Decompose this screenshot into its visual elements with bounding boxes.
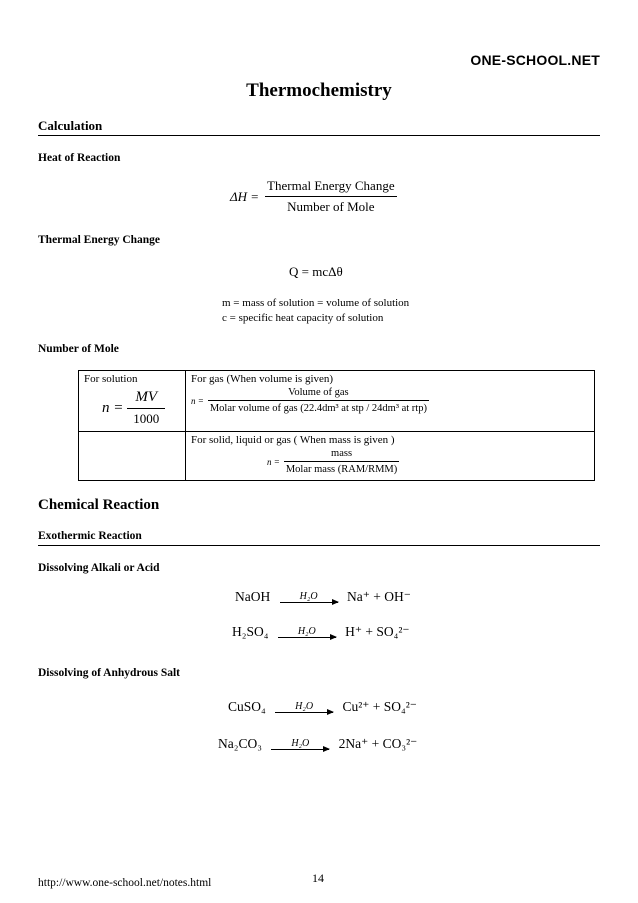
equation-h2so4 (232, 624, 410, 640)
equation-right: Na⁺ + OH⁻ (347, 589, 411, 604)
section-divider (38, 135, 600, 136)
gas-lhs: n = (191, 395, 204, 406)
dissolving-salt-label: Dissolving of Anhydrous Salt (38, 667, 180, 679)
arrow-line (278, 637, 336, 638)
arrow-label: H₂O (297, 626, 316, 638)
mass-denominator: Molar mass (RAM/RMM) (285, 464, 398, 475)
solution-numerator: MV (127, 389, 165, 409)
thermal-energy-change-label: Thermal Energy Change (38, 234, 161, 246)
mass-fraction (284, 448, 399, 475)
section-chemical-reaction-heading: Chemical Reaction (38, 497, 160, 513)
solution-cell (79, 371, 186, 432)
arrow-line (271, 749, 329, 750)
equation-right: 2Na⁺ + CO₃²⁻ (338, 736, 418, 751)
solution-label: For solution (84, 373, 138, 385)
heat-fraction (265, 178, 397, 215)
heat-denominator: Number of Mole (287, 199, 375, 214)
arrow-line (280, 602, 338, 603)
equation-right: H⁺ + SO₄²⁻ (345, 624, 410, 639)
page-number: 14 (312, 871, 324, 885)
reaction-arrow (280, 592, 338, 603)
dissolving-alkali-label: Dissolving Alkali or Acid (38, 562, 160, 574)
solution-lhs: n = (102, 399, 124, 416)
section-divider (38, 545, 600, 546)
equation-na2co3 (218, 736, 417, 752)
heat-of-reaction-label: Heat of Reaction (38, 152, 121, 164)
mass-lhs: n = (267, 456, 280, 467)
mass-cell (186, 432, 595, 481)
site-brand: ONE-SCHOOL.NET (470, 52, 600, 68)
gas-formula (191, 387, 589, 414)
equation-left: Na₂CO₃ (218, 736, 262, 751)
footer-url: http://www.one-school.net/notes.html (38, 877, 212, 889)
gas-label: For gas (When volume is given) (191, 373, 334, 385)
q-formula: Q = mcΔθ (289, 264, 343, 279)
gas-denominator: Molar volume of gas (22.4dm³ at stp / 24dm³ at rtp) (209, 403, 427, 414)
gas-fraction (208, 387, 429, 414)
equation-cuso4 (228, 699, 417, 715)
mass-formula (267, 448, 589, 475)
page-title: Thermochemistry (246, 80, 392, 101)
reaction-arrow (278, 627, 336, 638)
number-of-mole-label: Number of Mole (38, 343, 119, 355)
solution-fraction (127, 389, 165, 427)
mass-label: For solid, liquid or gas ( When mass is given ) (191, 434, 395, 446)
number-of-mole-table (78, 370, 595, 481)
arrow-label: H₂O (295, 701, 314, 713)
solution-formula (102, 389, 180, 427)
equation-right: Cu²⁺ + SO₄²⁻ (342, 699, 417, 714)
exothermic-reaction-heading: Exothermic Reaction (38, 530, 142, 542)
empty-cell (79, 432, 186, 481)
table-row (79, 432, 595, 481)
equation-left: H₂SO₄ (232, 624, 269, 639)
heat-numerator: Thermal Energy Change (265, 178, 397, 197)
gas-numerator: Volume of gas (208, 387, 429, 401)
section-calculation-heading: Calculation (38, 118, 103, 133)
equation-left: CuSO₄ (228, 699, 266, 714)
mass-numerator: mass (284, 448, 399, 462)
heat-of-reaction-formula (230, 178, 397, 215)
reaction-arrow (271, 739, 329, 750)
table-row (79, 371, 595, 432)
gas-cell (186, 371, 595, 432)
note-c: c = specific heat capacity of solution (222, 312, 384, 324)
arrow-label: H₂O (299, 591, 318, 603)
solution-denominator: 1000 (133, 411, 160, 426)
reaction-arrow (275, 702, 333, 713)
equation-naoh (235, 589, 411, 605)
delta-h-lhs: ΔH = (230, 188, 260, 204)
arrow-label: H₂O (291, 738, 310, 750)
equation-left: NaOH (235, 589, 271, 604)
arrow-line (275, 712, 333, 713)
note-m: m = mass of solution = volume of solution (222, 297, 410, 309)
